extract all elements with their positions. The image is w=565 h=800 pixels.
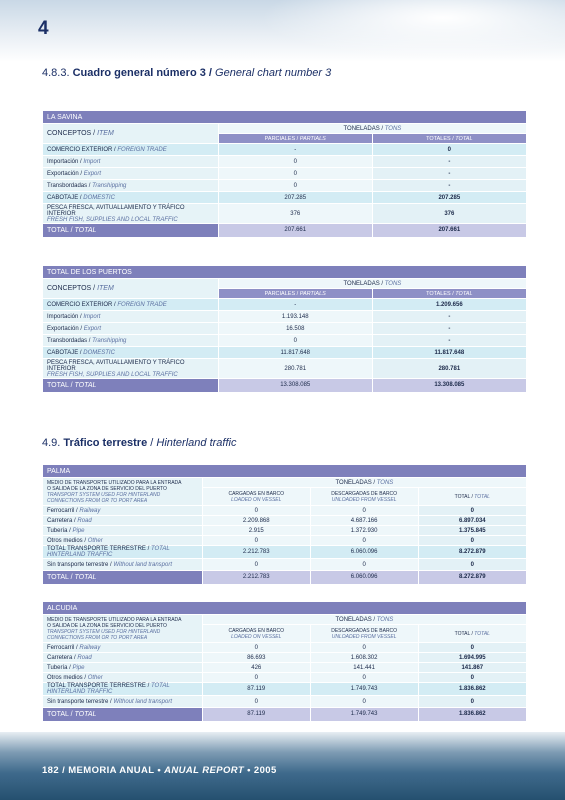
- table-row: Transbordadas / Transhipping 0 -: [43, 335, 527, 347]
- total-row: TOTAL / TOTAL 87.119 1.749.743 1.836.862: [43, 708, 527, 721]
- toneladas-header: TONELADAS / TONS: [202, 615, 526, 625]
- cargadas-header: CARGADAS EN BARCO LOADED ON VESSEL: [202, 625, 310, 643]
- total-row: TOTAL / TOTAL 2.212.783 6.060.096 8.272.879: [43, 571, 527, 584]
- cargadas-header: CARGADAS EN BARCO LOADED ON VESSEL: [202, 488, 310, 506]
- table-row: Carretera / Road 86.693 1.608.302 1.694.995: [43, 653, 527, 663]
- table-row: PESCA FRESCA, AVITUALLAMIENTO Y TRÁFICO INTERIOR FRESH FISH, SUPPLIES AND LOCAL TRAFFIC 280.781 280.781: [43, 359, 527, 379]
- table-row: CABOTAJE / DOMESTIC 11.817.648 11.817.648: [43, 347, 527, 359]
- table-palma: [42, 464, 526, 584]
- section-title-general-chart: [42, 67, 331, 79]
- table-row: COMERCIO EXTERIOR / FOREIGN TRADE - 0: [43, 144, 527, 156]
- report-title-es: MEMORIA ANUAL: [68, 765, 155, 776]
- table-row: COMERCIO EXTERIOR / FOREIGN TRADE - 1.209.656: [43, 299, 527, 311]
- section-title-es: Tráfico terrestre: [63, 437, 148, 449]
- table-title: ALCUDIA: [43, 602, 527, 615]
- total-header: TOTAL / TOTAL: [418, 625, 526, 643]
- table-title: TOTAL DE LOS PUERTOS: [43, 266, 527, 279]
- table-row: Carretera / Road 2.209.868 4.687.166 6.897.034: [43, 516, 527, 526]
- table-title: PALMA: [43, 465, 527, 478]
- table-row: CABOTAJE / DOMESTIC 207.285 207.285: [43, 192, 527, 204]
- table-la-savina: [42, 110, 526, 237]
- medio-header: MEDIO DE TRANSPORTE UTILIZADO PARA LA ENTRADA O SALIDA DE LA ZONA DE SERVICIO DEL PUERTO TRANSPORT SYSTEM USED FOR HINTERLAND CONNECTIONS FROM OR TO PORT AREA: [43, 478, 203, 506]
- page-footer: 182 / MEMORIA ANUAL • ANUAL REPORT • 2005: [42, 765, 277, 776]
- table-alcudia: [42, 601, 526, 721]
- page-number: 182: [42, 765, 60, 776]
- table-row: TOTAL TRANSPORTE TERRESTRE / TOTAL HINTERLAND TRAFFIC 2.212.783 6.060.096 8.272.879: [43, 546, 527, 559]
- table-row: Importación / Import 0 -: [43, 156, 527, 168]
- total-row: TOTAL / TOTAL 13.308.085 13.308.085: [43, 379, 527, 392]
- table-row: Transbordadas / Transhipping 0 -: [43, 180, 527, 192]
- medio-header: MEDIO DE TRANSPORTE UTILIZADO PARA LA ENTRADA O SALIDA DE LA ZONA DE SERVICIO DEL PUERTO TRANSPORT SYSTEM USED FOR HINTERLAND CONNECTIONS FROM OR TO PORT AREA: [43, 615, 203, 643]
- section-number: 4.9.: [42, 437, 61, 449]
- toneladas-header: TONELADAS / TONS: [218, 279, 526, 289]
- total-row: TOTAL / TOTAL 207.661 207.661: [43, 224, 527, 237]
- table-row: Exportación / Export 0 -: [43, 168, 527, 180]
- header-sky-image: [0, 0, 565, 62]
- chapter-number: 4: [38, 18, 49, 39]
- section-title-hinterland: [42, 437, 236, 449]
- parciales-header: PARCIALES / PARTIALS: [218, 289, 372, 299]
- conceptos-header: CONCEPTOS / ITEM: [43, 279, 219, 299]
- section-separator: /: [208, 67, 212, 79]
- conceptos-header: CONCEPTOS / ITEM: [43, 124, 219, 144]
- table-row: Sin transporte terrestre / Without land transport 0 0 0: [43, 696, 527, 708]
- table-row: Sin transporte terrestre / Without land transport 0 0 0: [43, 559, 527, 571]
- table-total-puertos: [42, 265, 526, 392]
- section-title-en: Hinterland traffic: [156, 437, 237, 449]
- table-row: Importación / Import 1.193.148 -: [43, 311, 527, 323]
- table-row: PESCA FRESCA, AVITUALLAMIENTO Y TRÁFICO INTERIOR FRESH FISH, SUPPLIES AND LOCAL TRAFFIC 376 376: [43, 204, 527, 224]
- table-row: Exportación / Export 16.508 -: [43, 323, 527, 335]
- section-title-en: General chart number 3: [215, 67, 332, 79]
- descargadas-header: DESCARGADAS DE BARCO UNLOADED FROM VESSEL: [310, 625, 418, 643]
- table-row: Otros medios / Other 0 0 0: [43, 536, 527, 546]
- toneladas-header: TONELADAS / TONS: [218, 124, 526, 134]
- section-title-es: Cuadro general número 3: [72, 67, 206, 79]
- total-header: TOTAL / TOTAL: [418, 488, 526, 506]
- table-row: Tubería / Pipe 2.915 1.372.930 1.375.845: [43, 526, 527, 536]
- table-row: Otros medios / Other 0 0 0: [43, 673, 527, 683]
- report-year: 2005: [253, 765, 277, 776]
- table-row: TOTAL TRANSPORTE TERRESTRE / TOTAL HINTERLAND TRAFFIC 87.119 1.749.743 1.836.862: [43, 683, 527, 696]
- toneladas-header: TONELADAS / TONS: [202, 478, 526, 488]
- section-separator: /: [150, 437, 154, 449]
- table-row: Ferrocarril / Railway 0 0 0: [43, 643, 527, 653]
- descargadas-header: DESCARGADAS DE BARCO UNLOADED FROM VESSEL: [310, 488, 418, 506]
- totales-header: TOTALES / TOTAL: [372, 134, 526, 144]
- totales-header: TOTALES / TOTAL: [372, 289, 526, 299]
- table-row: Ferrocarril / Railway 0 0 0: [43, 506, 527, 516]
- table-row: Tubería / Pipe 426 141.441 141.867: [43, 663, 527, 673]
- parciales-header: PARCIALES / PARTIALS: [218, 134, 372, 144]
- table-title: LA SAVINA: [43, 111, 527, 124]
- report-title-en: ANUAL REPORT: [164, 765, 245, 776]
- section-number: 4.8.3.: [42, 67, 70, 79]
